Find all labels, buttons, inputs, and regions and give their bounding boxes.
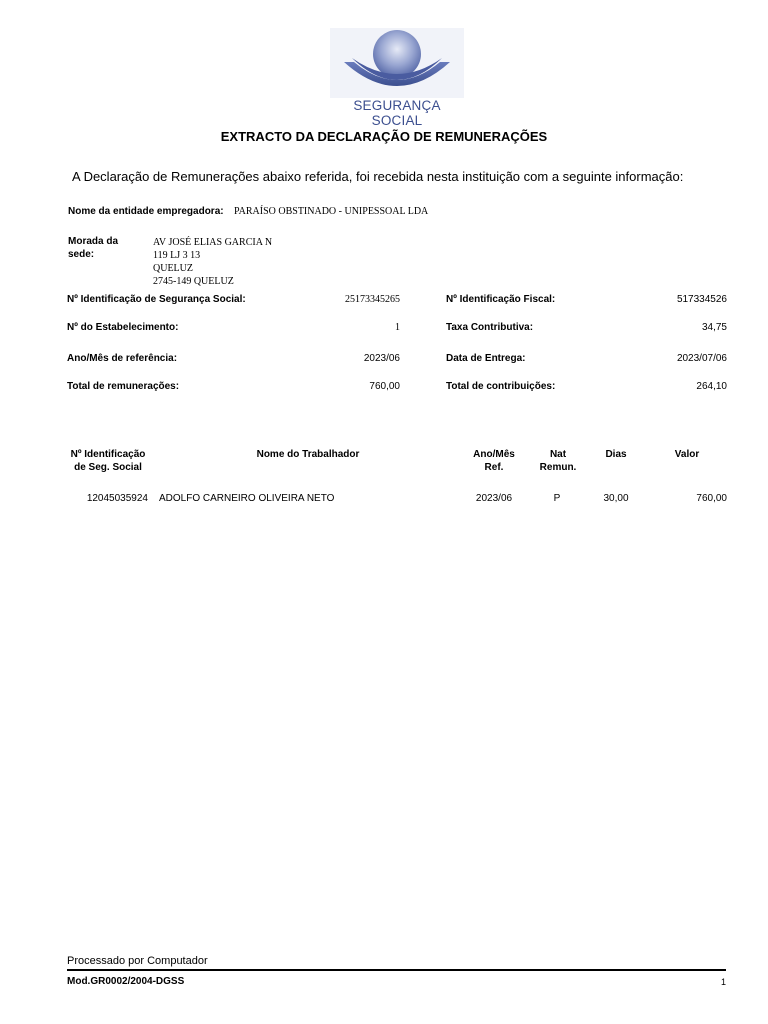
- entity-name-label: Nome da entidade empregadora:: [68, 206, 224, 217]
- row-ref: 2023/06: [475, 493, 513, 504]
- address-line: 2745-149 QUELUZ: [153, 276, 234, 287]
- row-valor: 760,00: [696, 493, 727, 504]
- total-contrib-label: Total de contribuições:: [446, 381, 556, 392]
- logo-emblem-icon: [330, 28, 464, 98]
- total-contrib-value: 264,10: [696, 381, 727, 392]
- entrega-value: 2023/07/06: [676, 353, 727, 364]
- row-name: ADOLFO CARNEIRO OLIVEIRA NETO: [159, 493, 335, 504]
- entity-name-value: PARAÍSO OBSTINADO - UNIPESSOAL LDA: [234, 206, 429, 217]
- col-header-valor: Valor: [674, 449, 700, 460]
- nif-label: Nº Identificação Fiscal:: [446, 294, 556, 305]
- row-dias: 30,00: [603, 493, 629, 504]
- footer-divider: [67, 969, 726, 971]
- niss-label: Nº Identificação de Segurança Social:: [67, 294, 246, 305]
- total-rem-value: 760,00: [369, 381, 400, 392]
- address-line: 119 LJ 3 13: [153, 250, 201, 261]
- address-label-line: sede:: [68, 249, 95, 260]
- taxa-label: Taxa Contributiva:: [446, 322, 534, 333]
- nif-value: 517334526: [676, 294, 727, 305]
- seguranca-social-logo: [330, 28, 464, 128]
- address-label: [68, 235, 118, 261]
- taxa-value: 34,75: [701, 322, 727, 333]
- ref-label: Ano/Mês de referência:: [67, 353, 178, 364]
- address-value: [153, 236, 272, 288]
- col-header-line: Ano/Mês: [473, 449, 515, 460]
- page-number: 1: [720, 977, 726, 987]
- logo-text: SEGURANÇA SOCIAL: [353, 98, 441, 128]
- row-nat: P: [553, 493, 561, 504]
- col-header-line: Nº Identificação: [70, 449, 146, 460]
- col-header-line: de Seg. Social: [74, 462, 142, 473]
- intro-text: A Declaração de Remunerações abaixo referida, foi recebida nesta instituição com a seguinte informação:: [72, 169, 684, 184]
- estab-label: Nº do Estabelecimento:: [67, 322, 179, 333]
- address-line: QUELUZ: [153, 263, 193, 274]
- address-line: AV JOSÉ ELIAS GARCIA N: [153, 237, 273, 248]
- processed-text: Processado por Computador: [67, 955, 208, 967]
- entrega-label: Data de Entrega:: [446, 353, 526, 364]
- col-header-line: Ref.: [484, 462, 504, 473]
- page-title: EXTRACTO DA DECLARAÇÃO DE REMUNERAÇÕES: [220, 129, 548, 144]
- col-header-dias: Dias: [605, 449, 627, 460]
- col-header-name: Nome do Trabalhador: [256, 449, 360, 460]
- ref-value: 2023/06: [363, 353, 400, 364]
- col-header-line: Nat: [549, 449, 567, 460]
- address-label-line: Morada da: [68, 236, 119, 247]
- niss-value: 25173345265: [345, 294, 400, 305]
- col-header-nat: [528, 448, 588, 474]
- col-header-niss: [58, 448, 158, 474]
- col-header-line: Remun.: [539, 462, 577, 473]
- col-header-ref: [464, 448, 524, 474]
- row-niss: 12045035924: [86, 493, 148, 504]
- total-rem-label: Total de remunerações:: [67, 381, 180, 392]
- estab-value: 1: [395, 322, 400, 333]
- model-code: Mod.GR0002/2004-DGSS: [67, 976, 185, 987]
